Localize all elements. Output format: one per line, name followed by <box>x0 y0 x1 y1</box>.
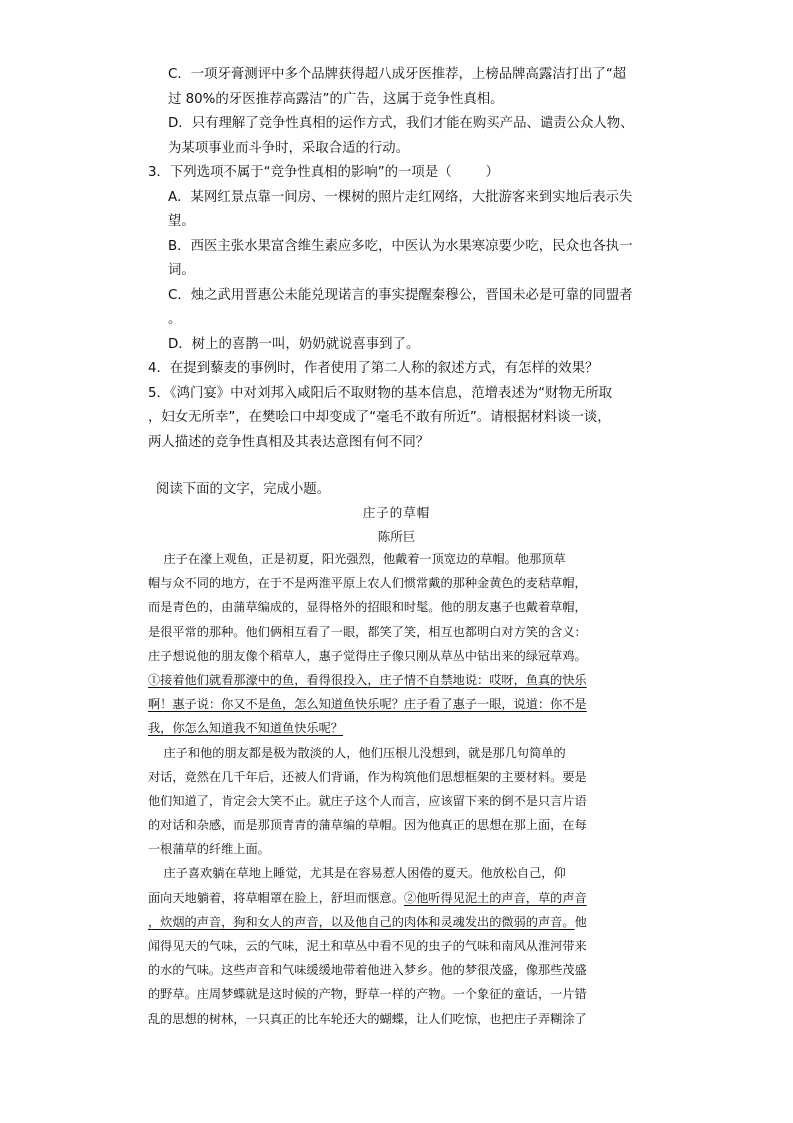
question-line: 过 80%的牙医推荐高露洁”的广告，这属于竞争性真相。 <box>168 91 504 107</box>
plain-text: 他 <box>574 914 587 929</box>
plain-text: 一根蒲草的纤维上面。 <box>148 842 270 857</box>
question-line: 4．在提到藜麦的事例时，作者使用了第二人称的叙述方式，有怎样的效果？ <box>148 361 599 376</box>
question-line: 词。 <box>168 263 195 278</box>
underlined-text: ①接着他们就看那濠中的鱼，看得很投入，庄子情不自禁地说：哎呀，鱼真的快乐 <box>148 672 587 687</box>
question-line: D．只有理解了竞争性真相的运作方式，我们才能在购买产品、谴责公众人物、 <box>168 116 634 131</box>
article-line <box>148 934 678 958</box>
plain-text: 帽与众不同的地方，在于不是两淮平原上农人们惯常戴的那种金黄色的麦秸草帽， <box>148 576 587 591</box>
article-line <box>148 692 678 716</box>
plain-text: 而是青色的，由蒲草编成的，显得格外的招眼和时髦。他的朋友惠子也戴着草帽， <box>148 600 587 615</box>
article-line <box>148 861 678 885</box>
plain-text: 面向天地躺着，将草帽罩在脸上，舒坦而惬意。 <box>148 890 404 905</box>
plain-text: 闻得见天的气味，云的气味，泥土和草丛中看不见的虫子的气味和南风从淮河带来 <box>148 939 587 953</box>
article-line <box>148 668 678 692</box>
article-line <box>148 644 678 668</box>
article-line <box>148 789 678 813</box>
question-line: D．树上的喜鹊一叫，奶奶就说喜事到了。 <box>168 336 420 352</box>
question-line: C．烛之武用晋惠公未能兑现诺言的事实提醒秦穆公，晋国未必是可靠的同盟者 <box>168 287 633 303</box>
underlined-text: ，炊烟的声音，狗和女人的声音，以及他自己的肉体和灵魂发出的微弱的声音。 <box>148 914 575 929</box>
plain-text: 庄子和他的朋友都是极为散淡的人，他们压根儿没想到，就是那几句简单的 <box>148 745 566 760</box>
article-line <box>148 547 678 571</box>
article-line <box>148 910 678 934</box>
question-line: C．一项牙膏测评中多个品牌获得超八成牙医推荐，上榜品牌高露洁打出了“超 <box>168 67 627 82</box>
plain-text: 的水的气味。这些声音和气味缓缓地带着他进入梦乡。他的梦很茂盛，像那些茂盛 <box>148 963 587 978</box>
question-line: B．西医主张水果富含维生素应多吃，中医认为水果寒凉要少吃，民众也各执一 <box>168 238 633 254</box>
article-line <box>148 716 678 740</box>
question-line: ，妇女无所幸”，在樊哙口中却变成了“毫毛不敢有所近”。请根据材料谈一谈， <box>148 410 611 425</box>
question-line: 两人描述的竞争性真相及其表达意图有何不同？ <box>148 434 430 450</box>
article-line <box>148 765 678 789</box>
article-line <box>148 595 678 619</box>
question-line: 望。 <box>168 214 195 229</box>
article-line <box>148 1007 678 1031</box>
article-line <box>148 982 678 1006</box>
underlined-text: 啊！惠子说：你又不是鱼，怎么知道鱼快乐呢？庄子看了惠子一眼，说道：你不是 <box>148 697 587 712</box>
question-line: 5．《鸿门宴》中对刘邦入咸阳后不取财物的基本信息，范增表述为“财物无所取 <box>148 385 613 401</box>
article-line <box>148 741 678 765</box>
plain-text: 他们知道了，肯定会大笑不止。就庄子这个人而言，应该留下来的倒不是只言片语 <box>148 793 587 808</box>
plain-text: 是很平常的那种。他们俩相互看了一眼，都笑了笑，相互也都明白对方笑的含义： <box>148 624 587 639</box>
plain-text: 乱的思想的树林，一只真正的比车轮还大的蝴蝶，让人们吃惊，也把庄子弄糊涂了 <box>148 1011 587 1026</box>
plain-text: 庄子想说他的朋友像个稻草人，惠子觉得庄子像只刚从草丛中钻出来的绿冠草鸡。 <box>148 648 587 663</box>
question-line: 。 <box>168 312 182 327</box>
article-title: 庄子的草帽 <box>362 505 431 520</box>
plain-text: 的对话和杂感，而是那顶青青的蒲草编的草帽。因为他真正的思想在那上面，在每 <box>148 818 587 833</box>
question-line: 3．下列选项不属于“竞争性真相的影响”的一项是（ ） <box>148 165 500 180</box>
question-block <box>148 63 678 455</box>
article-line <box>148 571 678 595</box>
article-line <box>148 886 678 910</box>
underlined-text: 我，你怎么知道我不知道鱼快乐呢？ <box>148 721 343 736</box>
plain-text: 庄子在濠上观鱼，正是初夏，阳光强烈，他戴着一顶宽边的草帽。他那顶草 <box>148 552 566 566</box>
article-line <box>148 958 678 982</box>
reading-instruction: 阅读下面的文字，完成小题。 <box>156 482 331 497</box>
question-line: A．某网红景点靠一间房、一棵树的照片走红网络，大批游客来到实地后表示失 <box>168 189 633 205</box>
plain-text: 庄子喜欢躺在草地上睡觉，尤其是在容易惹人困倦的夏天。他放松自己，仰 <box>148 866 566 881</box>
plain-text: 对话，竟然在几千年后，还被人们背诵，作为构筑他们思想框架的主要材料。要是 <box>148 769 587 784</box>
article-author: 陈所巨 <box>377 529 416 544</box>
underlined-text: ②他听得见泥土的声音，草的声音 <box>403 890 587 905</box>
article-line <box>148 620 678 644</box>
question-line: 为某项事业而斗争时，采取合适的行动。 <box>168 140 410 156</box>
plain-text: 的野草。庄周梦蝶就是这时候的产物，野草一样的产物。一个象征的童话，一片错 <box>148 987 587 1002</box>
article-body <box>148 547 678 1031</box>
article-line <box>148 813 678 837</box>
article-line <box>148 837 678 861</box>
